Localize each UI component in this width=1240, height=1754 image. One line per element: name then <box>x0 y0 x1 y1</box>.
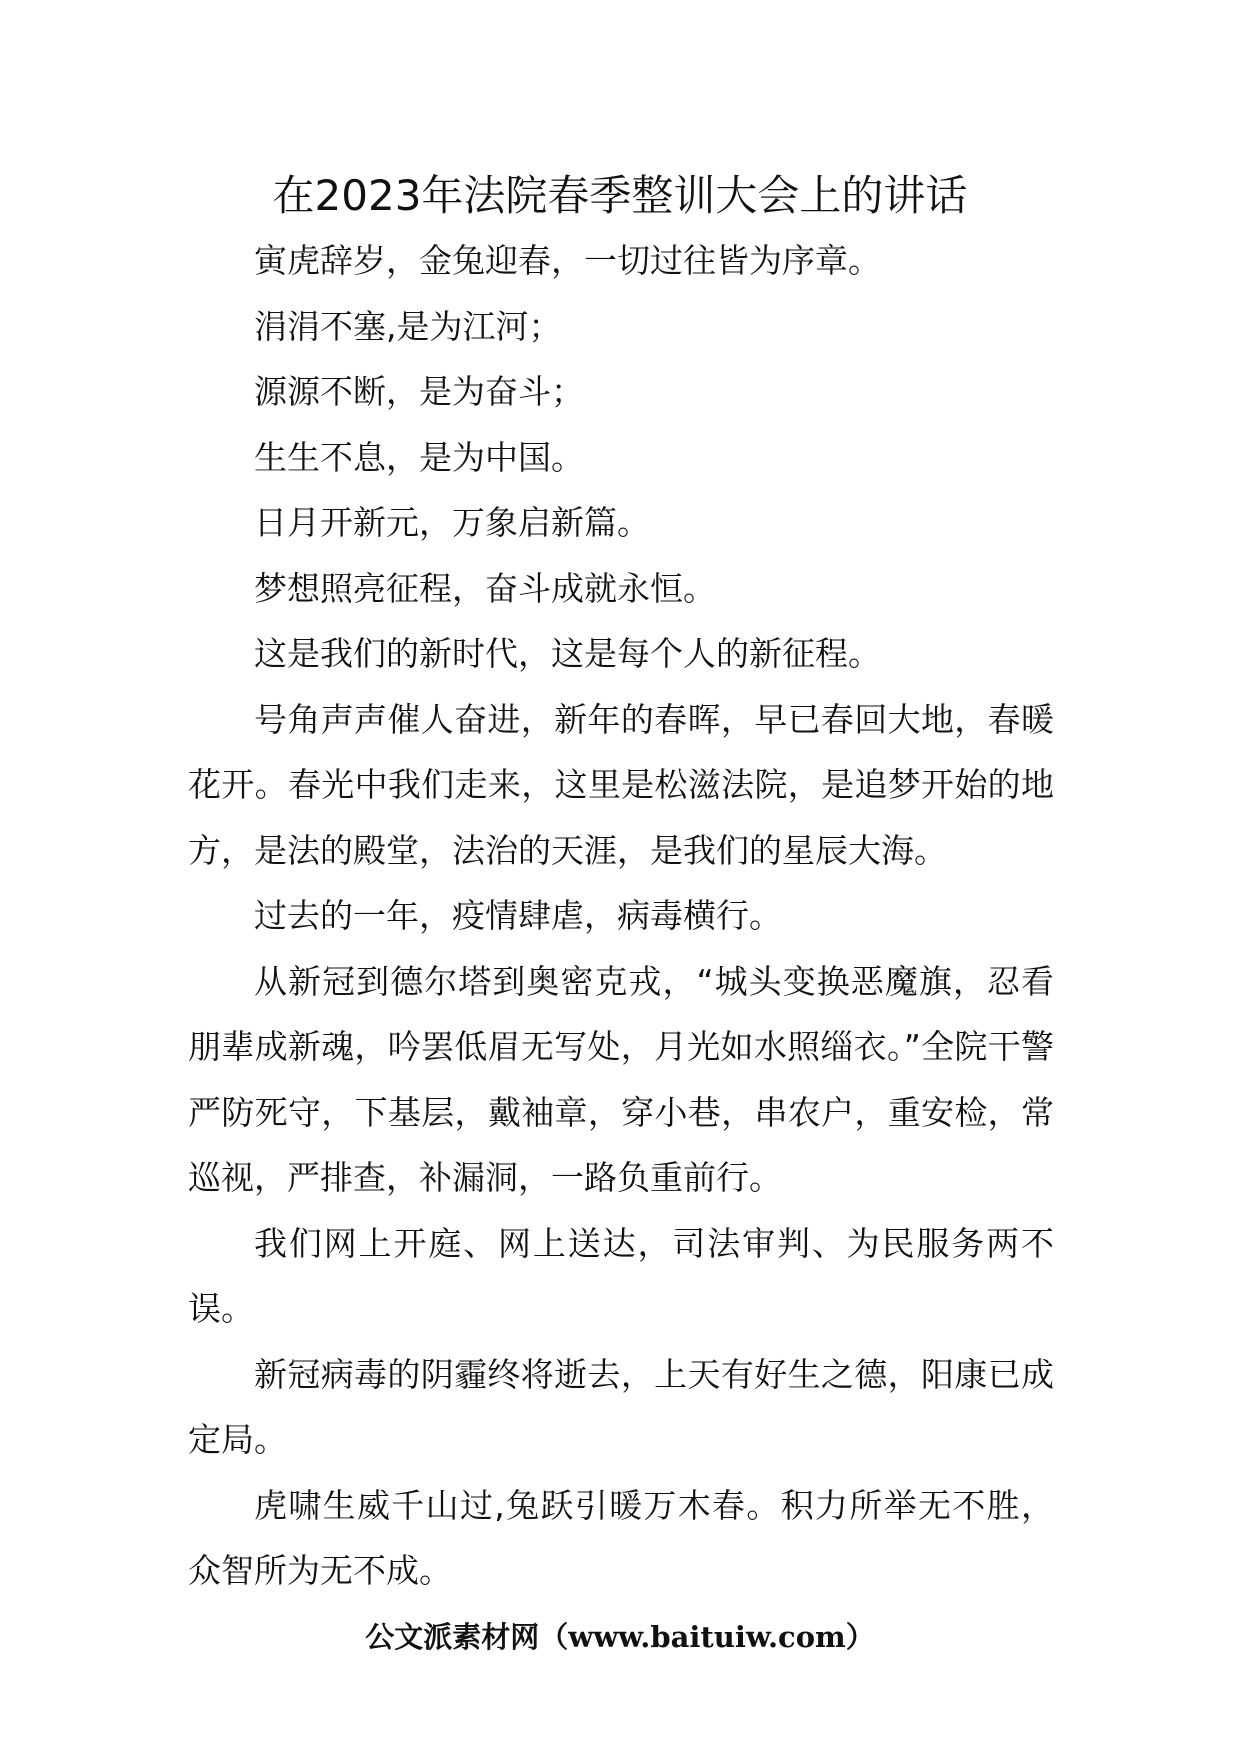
footer-source: 公文派素材网（www.baituiw.com） <box>365 1620 875 1654</box>
paragraph: 我们网上开庭、网上送达，司法审判、为民服务两不误。 <box>188 1223 1054 1328</box>
paragraph: 虎啸生威千山过,兔跃引暖万木春。积力所举无不胜，众智所为无不成。 <box>188 1485 1054 1590</box>
paragraph: 从新冠到德尔塔到奥密克戎，“城头变换恶魔旗，忍看朋辈成新魂，吟罢低眉无写处，月光如水照缁衣。”全院干警严防死守，下基层，戴袖章，穿小巷，串农户，重安检，常巡视，严排查，补漏洞，一路负重前行。 <box>188 961 1054 1197</box>
document-title: 在2023年法院春季整训大会上的讲话 <box>272 171 968 220</box>
paragraph: 号角声声催人奋进，新年的春晖，早已春回大地，春暖花开。春光中我们走来，这里是松滋法院，是追梦开始的地方，是法的殿堂，法治的天涯，是我们的星辰大海。 <box>188 699 1054 870</box>
paragraph: 源源不断，是为奋斗； <box>254 372 584 411</box>
paragraph: 寅虎辞岁，金兔迎春，一切过往皆为序章。 <box>254 241 881 280</box>
paragraph: 过去的一年，疫情肆虐，病毒横行。 <box>254 896 782 935</box>
paragraph: 这是我们的新时代，这是每个人的新征程。 <box>254 634 881 673</box>
paragraph: 生生不息，是为中国。 <box>254 437 584 477</box>
paragraph: 日月开新元，万象启新篇。 <box>254 503 650 542</box>
paragraph: 涓涓不塞,是为江河； <box>254 306 562 346</box>
document-body <box>188 228 1054 1604</box>
paragraph: 梦想照亮征程，奋斗成就永恒。 <box>254 568 716 608</box>
paragraph: 新冠病毒的阴霾终将逝去，上天有好生之德，阳康已成定局。 <box>188 1354 1054 1459</box>
